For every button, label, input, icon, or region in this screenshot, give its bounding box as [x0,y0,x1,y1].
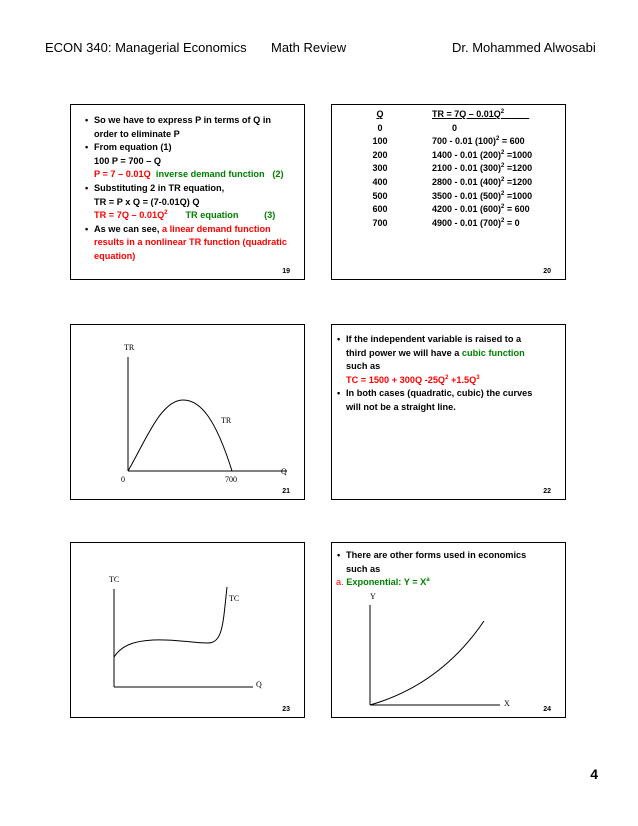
cell-result: =1000 [504,149,533,160]
bullet-text: such as [346,361,381,372]
formula-text: Exponential: Y = X [346,577,427,587]
author-name: Dr. Mohammed Alwosabi [452,40,596,55]
origin-label: 0 [121,475,125,484]
tr-equation: TR = 7Q – 0.01Q [94,210,165,221]
cell-q: 200 [372,149,388,160]
bullet-text: As we can see, [94,223,160,234]
cell-q: 100 [372,136,388,147]
slide-21 [70,324,305,500]
slide-22-text: • If the independent variable is raised to a third power we will have a cubic function such as TC = 1500 + 300Q $-25Q^2 +1.5Q^3$ • In both cases (quadratic, cubic) the curves will not be a straight line. [337,334,533,412]
x-axis-label: Q [281,467,287,476]
cell-result: =1200 [504,176,533,187]
highlight-text: cubic function [461,347,525,358]
superscript: 2 [501,217,505,224]
superscript: a [426,576,430,583]
x-axis-label: Q [256,680,262,689]
cell-expr: 4200 - 0.01 (600) [432,204,502,215]
column-header-text: TR = 7Q – 0.01Q [432,109,501,119]
exponential-graph [332,543,567,719]
cell-result: = 600 [499,136,525,147]
cell-tr [432,136,525,146]
exponential-curve [370,621,484,705]
slide-19 [70,104,305,280]
equation-label: TR equation [185,210,239,221]
cell-result: = 600 [504,204,530,215]
equation-part: TC = 1500 + 300Q -25Q [346,374,446,385]
cell-tr [432,177,532,187]
y-axis-label: TC [109,575,120,584]
cell-expr: 1400 - 0.01 (200) [432,149,502,160]
slide-number: 23 [282,706,290,713]
equation-label: inverse demand function [155,169,265,180]
curve-label: TR [221,416,232,425]
cell-q: 500 [372,190,388,201]
bullet-text: Substituting 2 in TR equation, [94,182,225,193]
superscript: 2 [500,109,505,115]
slide-number: 20 [543,268,551,275]
tc-curve [114,587,227,657]
cell-expr: 3500 - 0.01 (500) [432,190,502,201]
cell-q: 400 [372,176,388,187]
equation: TR = P x Q = (7-0.01Q) Q [94,196,200,207]
highlight-text: a linear demand function [161,223,271,234]
bullet-text: There are other forms used in economics [346,550,527,560]
cell-q: 600 [372,204,388,215]
x-axis-label: X [504,699,510,708]
cell-result: =1200 [504,163,533,174]
bullet-text: From equation (1) [94,142,172,153]
superscript: 2 [501,190,505,197]
superscript: 2 [501,204,505,211]
item-prefix: a. [336,577,344,587]
x-tick-label: 700 [225,475,237,484]
cell-expr: 2100 - 0.01 (300) [432,163,502,174]
bullet-text: If the independent variable is raised to a [346,334,522,344]
bullet-text: will not be a straight line. [346,401,456,412]
equation-part: +1.5Q [448,374,477,385]
inverse-demand-equation: P = 7 – 0.01Q [94,169,151,180]
superscript: 2 [445,374,449,381]
bullet-text: such as [346,563,381,574]
cell-tr: 0 [452,122,458,133]
y-axis-label: Y [370,592,376,601]
slide-19-text: • So we have to express P in terms of Q in order to eliminate P • From equation (1) 100 P = 700 – Q P = 7 – 0.01Q inverse demand function (2) • Substituting 2 in TR equation, TR = P x Q = (7-0.01Q) Q TR = $7Q - 0.01Q^2$ TR equation (3) • As we can see, a linear demand function results in a nonlinear TR function (quadratic equation) [85,115,287,261]
cell-expr: 4900 - 0.01 (700) [432,217,502,228]
column-header-tr [432,109,529,119]
cell-tr [432,191,532,201]
equation-number: (2) [272,169,284,180]
superscript: 2 [501,176,505,183]
cell-expr: 2800 - 0.01 (400) [432,176,502,187]
slide-number: 24 [543,706,551,713]
slide-number: 22 [543,488,551,495]
highlight-text: results in a nonlinear TR function (quadratic [94,237,287,248]
equation-number: (3) [264,210,276,221]
tr-graph [71,325,306,501]
cell-q: 700 [372,217,388,228]
cell-result: =1000 [504,190,533,201]
equation: 100 P = 700 – Q [94,155,162,166]
superscript: 2 [496,136,500,143]
cell-result: = 0 [504,217,520,228]
curve-label: TC [229,594,240,603]
slide-23 [70,542,305,718]
slide-number: 21 [282,488,290,495]
superscript: 2 [501,163,505,170]
cell-tr [432,204,530,214]
slide-number: 19 [282,268,290,275]
slide-24 [331,542,566,718]
y-axis-label: TR [124,343,135,352]
cell-tr [432,150,532,160]
course-title: ECON 340: Managerial Economics [45,40,247,55]
cubic-equation [346,374,532,388]
highlight-text: equation) [94,250,136,261]
cell-expr: 700 - 0.01 (100) [432,136,497,147]
superscript: 3 [476,374,480,381]
superscript: 2 [164,210,168,217]
cell-tr [432,163,532,173]
cell-q: 300 [372,163,388,174]
page-number: 4 [590,766,598,782]
topic-title: Math Review [271,40,347,55]
tc-graph [71,543,306,719]
superscript: 2 [501,149,505,156]
slide-24-text: • There are other forms used in economics such as [337,550,527,574]
bullet-text: order to eliminate P [94,128,180,139]
tr-curve [128,400,232,471]
bullet-text: third power we will have a [346,347,460,358]
slide-22 [331,324,566,500]
column-header-q: Q [376,109,384,119]
slide-20 [331,104,566,280]
bullet-text: So we have to express P in terms of Q in [94,115,272,125]
cell-tr [432,218,520,228]
bullet-text: In both cases (quadratic, cubic) the curves [346,388,533,399]
cell-q: 0 [377,122,383,133]
